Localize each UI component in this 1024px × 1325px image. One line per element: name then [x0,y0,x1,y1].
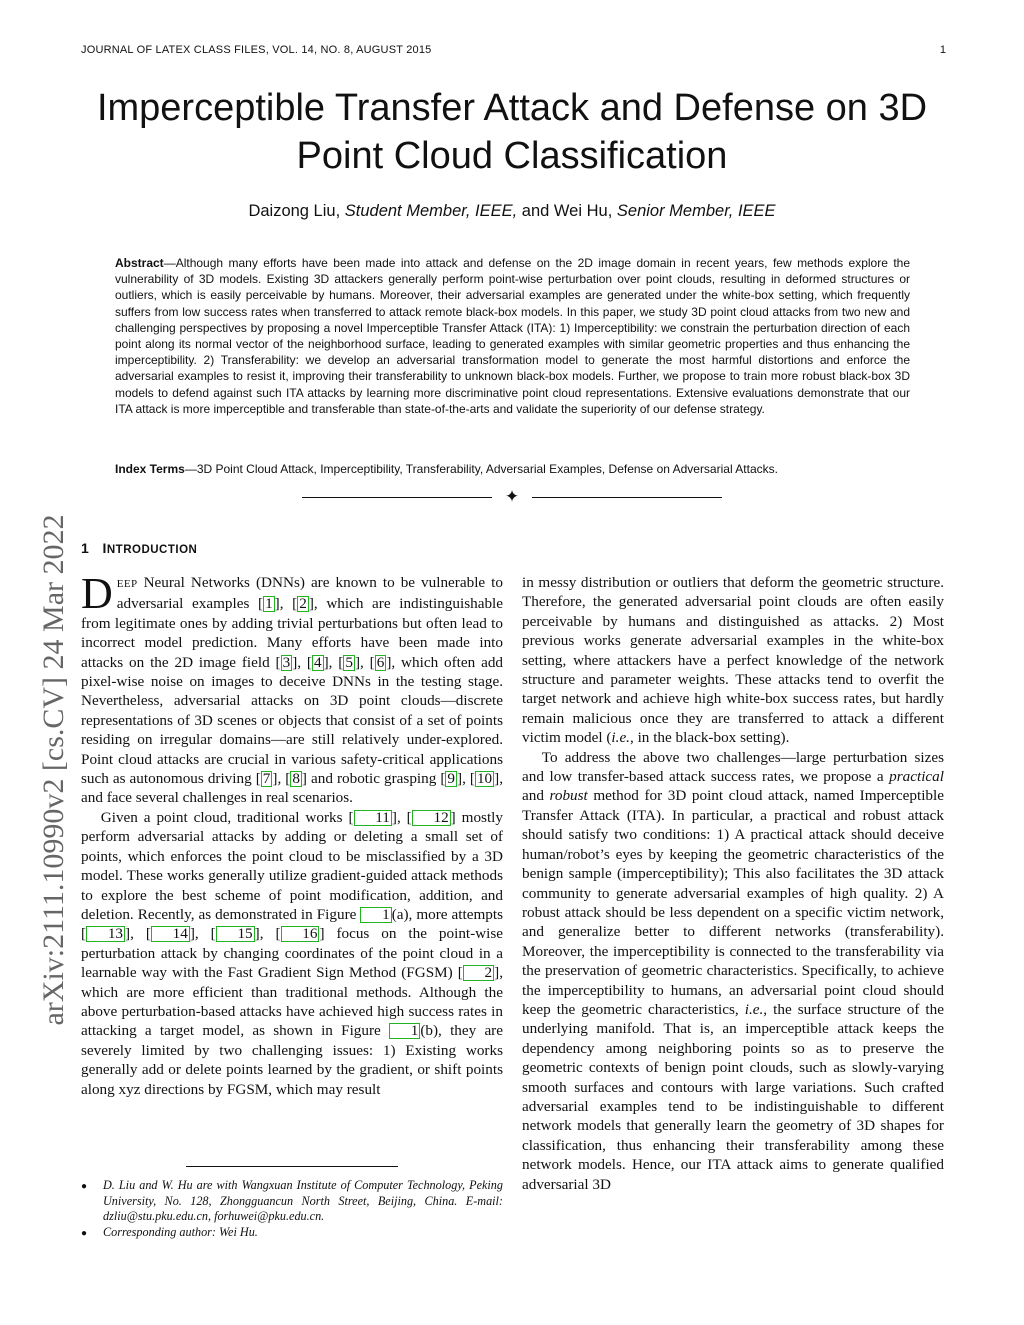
author-name: Wei Hu, [553,202,613,220]
footnote-text: Corresponding author: Wei Hu. [103,1224,258,1239]
index-terms-label: Index Terms [115,462,185,476]
paper-title: Imperceptible Transfer Attack and Defense on 3D Point Cloud Classification [96,87,928,177]
body-text-italic: robust [549,787,588,805]
citation-link[interactable]: 9 [447,770,455,788]
citation-link[interactable]: 11 [354,810,392,826]
author-role: Senior Member, IEEE [616,202,776,220]
body-text: Given a point cloud, traditional works [100,808,349,826]
citation-link[interactable]: 8 [292,770,300,788]
body-text: , [396,808,407,826]
running-head: JOURNAL OF LATEX CLASS FILES, VOL. 14, NO. 8, AUGUST 2015 [81,44,432,56]
body-text: , and face several challenges in real scenarios. [81,770,503,807]
drop-cap: D [81,569,113,618]
section-number: 1 [81,540,90,556]
citation-link[interactable]: 2 [463,965,494,981]
section-heading [81,540,197,556]
bullet-icon: ● [81,1181,88,1192]
index-terms-text: —3D Point Cloud Attack, Imperceptibility, Transferability, Adversarial Examples, Defense on Adversarial Attacks. [184,462,778,476]
figure-link[interactable]: 1 [360,907,391,923]
body-text: in messy distribution or outliers that deform the geometric structure. Therefore, the generated adversarial point clouds are often easily perceivable by humans and distinguished as attacks. 2) Most previous works generate adversarial examples in the white-box setting, where attackers have a perfect knowledge of the network structure and parameter weights. These attacks tend to overfit the target network and achieve high white-box success rates, but hardly remain malicious once they are transferred to attack a different victim model ( [522,574,944,747]
citation-link[interactable]: 12 [412,810,451,826]
abstract [115,255,910,417]
footnote-item [81,1225,503,1242]
citation-link[interactable]: 10 [476,770,493,788]
index-terms [115,462,910,476]
body-text: , [130,925,146,943]
separator-rule [302,497,492,498]
footnote-item [81,1178,503,1225]
section-title-initial: I [102,540,107,556]
body-text: , the surface structure of the underlying manifold. That is, an imperceptible attack keeps the dependency among neighboring points so as to preserve the geometric contexts of benign point clouds, such as slowly-varying smooth surfaces and contours with large variations. Such crafted adversarial examples tend to be indistinguishable to different network models that generally learn the geometry of 3D shapes for classification, thus enhancing their transferability among these network models. Hence, our ITA attack aims to generate qualified adversarial 3D [522,1000,944,1193]
body-text: , which are more efficient than traditional methods. Although the above perturbation-based attacks have achieved high success rates in attacking a target model, as shown in Figure [81,964,503,1040]
footnote-text: D. Liu and W. Hu are with Wangxuan Institute of Computer Technology, Peking University, No. 128, Zhongguancun North Street, Beijing, China. E-mail: dzliu@stu.pku.edu.cn, forhuwei@pku.edu.cn. [103,1178,503,1223]
left-column [81,569,504,1099]
paragraph: DEEP Neural Networks (DNNs) are known to be vulnerable to adversarial examples [ 1 ], [ 2 ], which are indistinguishable from legitimate ones by adding trivial perturbations but often lead to incorrect model prediction. Many efforts have been made into attacks on the 2D image field [ 3 ], [ 4 ], [ 5 ], [ 6 ], which often add pixel-wise noise on images to deceive DNNs in the testing stage. Nevertheless, adversarial attacks on 3D point clouds—discrete representations of 3D scenes or objects that consist of a set of points residing on irregular domains—are still relatively under-explored. Point cloud attacks are crucial in various safety-critical applications such as autonomous driving [ 7 ], [ 8 ] and robotic grasping [ 9 ], [ 10 ], and face several challenges in real scenarios. [81,569,504,807]
body-text-italic: i.e. [744,1000,764,1018]
body-text: mostly perform adversarial attacks by adding or deleting a small set of points, which enforces the point cloud to be misclassified by a 3D model. These works generally utilize gradient-guided attack methods to explore the best scheme of point modification, addition, and deletion. Recently, as demonstrated in Figure [81,808,503,923]
figure-link[interactable]: 1 [389,1023,420,1039]
body-text: , [360,653,370,671]
body-text: method for 3D point cloud attack, named Imperceptible Transfer Attack (ITA). In particular, a practical and robust attack should satisfy two conditions: 1) A practical attack should deceive human/robot’s eyes by keeping the geometric characteristics of the benign sample (imperceptibility); This also facilitates the 3D attack community to generate adversarial examples of high quality. 2) A robust attack should be less dependent on a specific victim network, and generalize better to different networks (transferability). Moreover, the imperceptibility is connected to the transferability via the preservation of geometric characteristics. Specifically, to achieve the imperceptibility to humans, an adversarial point cloud should keep the geometric characteristics, [522,787,944,1018]
paragraph: Given a point cloud, traditional works [ 11 ], [ 12 ] mostly perform adversarial attacks by adding or deleting a small set of points, which enforces the point cloud to be misclassified by a 3D model. These works generally utilize gradient-guided attack methods to explore the best scheme of point modification, addition, and deletion. Recently, as demonstrated in Figure 1 (a), more attempts [ 13 ], [ 14 ], [ 15 ], [ 16 ] focus on the point-wise perturbation attack by changing coordinates of the point cloud in a learnable way with the Fast Gradient Sign Method (FGSM) [ 2 ], which are more efficient than traditional methods. Although the above perturbation-based attacks have achieved high success rates in attacking a target model, as shown in Figure 1 (b), they are severely limited by two challenging issues: 1) Existing works generally add or delete points learned by the gradient, or shift points along xyz directions by FGSM, which may result [81,808,504,1098]
citation-link[interactable]: 5 [345,653,353,671]
abstract-label: Abstract [115,256,164,270]
citation-link[interactable]: 14 [151,926,190,942]
body-text: and robotic grasping [306,770,441,788]
footnotes [81,1178,503,1241]
body-text: , [259,925,276,943]
citation-link[interactable]: 3 [282,653,291,671]
paragraph [522,748,944,1194]
body-text: To address the above two challenges—large perturbation sizes and low transfer-based attack success rates, we propose a [522,748,944,786]
section-title-rest: NTRODUCTION [106,544,198,556]
small-caps-lead: EEP [116,578,138,590]
body-text: , [194,925,211,943]
body-text: , [277,770,286,788]
author-line [60,202,964,221]
author-name: Daizong Liu, [248,202,341,220]
body-text-italic: i.e. [611,729,630,747]
abstract-text: —Although many efforts have been made into attack and defense on the 2D image domain in recent years, few methods explore the vulnerability of 3D models. Existing 3D attackers generally perform point-wise perturbation over point clouds, resulting in deformed structures or outliers, which is easily perceivable by humans. Moreover, their adversarial examples are generated under the white-box setting, which frequently suffers from low success rates when transferred to attack remote black-box models. In this paper, we study 3D point cloud attacks from two new and challenging perspectives by proposing a novel Imperceptible Transfer Attack (ITA): 1) Imperceptibility: we constrain the perturbation direction of each point along its normal vector of the neighborhood surface, leading to generated examples with similar geometric properties and thus enhancing the imperceptibility. 2) Transferability: we develop an adversarial transformation model to generate the most harmful distortions and enforce the adversarial examples to resist it, improving their transferability to unknown black-box models. Further, we propose to train more robust black-box 3D models to defend against such ITA attacks by learning more discriminative point cloud representations. Extensive evaluations demonstrate that our ITA attack is more imperceptible and transferable than state-of-the-arts and validate the superiority of our defense strategy. [115,256,910,416]
citation-link[interactable]: 13 [86,926,125,942]
paragraph [522,573,944,748]
citation-link[interactable]: 15 [216,926,255,942]
right-column [522,573,944,1194]
author-conjunction: and [521,202,550,220]
body-text: , [328,653,339,671]
body-text: , which are indistinguishable from legitimate ones by adding trivial perturbations but often lead to incorrect model prediction. Many efforts have been made into attacks on the 2D image field [81,595,504,671]
citation-link[interactable]: 7 [262,770,271,788]
separator-diamond-icon: ✦ [504,487,520,506]
body-text: , [462,770,470,788]
body-text: (a), more attempts [391,905,503,923]
citation-link[interactable]: 2 [299,595,307,613]
citation-link[interactable]: 4 [313,653,322,671]
citation-link[interactable]: 6 [376,653,385,671]
body-text: focus on the point-wise perturbation attack by changing coordinates of the point cloud in a learnable way with the Fast Gradient Sign Method (FGSM) [81,925,504,982]
page-number: 1 [939,44,946,56]
body-text: , which often add pixel-wise noise on images to deceive DNNs in the testing stage. Nevertheless, adversarial attacks on 3D point clouds—discrete representations of 3D scenes or objects that consist of a set of points residing on irregular domains—are still relatively under-explored. Point cloud attacks are crucial in various safety-critical applications such as autonomous driving [81,653,504,788]
body-text: (b), they are severely limited by two challenging issues: 1) Existing works generally add or delete points learned by the gradient, or shift points along xyz directions by FGSM, which may result [81,1022,503,1098]
separator-rule [532,497,722,498]
body-text: , [297,653,307,671]
bullet-icon: ● [81,1227,88,1239]
arxiv-stamp: arXiv:2111.10990v2 [cs.CV] 24 Mar 2022 [37,514,70,1026]
body-text: and [522,787,550,805]
body-text: , [279,595,293,613]
citation-link[interactable]: 16 [281,926,320,942]
body-text-italic: practical [889,768,944,786]
footnote-rule [186,1166,398,1167]
body-text: Neural Networks (DNNs) are known to be vulnerable to adversarial examples [116,574,503,613]
author-role: Student Member, IEEE, [344,202,518,220]
body-text: , in the black-box setting). [629,729,790,747]
citation-link[interactable]: 1 [265,595,273,613]
